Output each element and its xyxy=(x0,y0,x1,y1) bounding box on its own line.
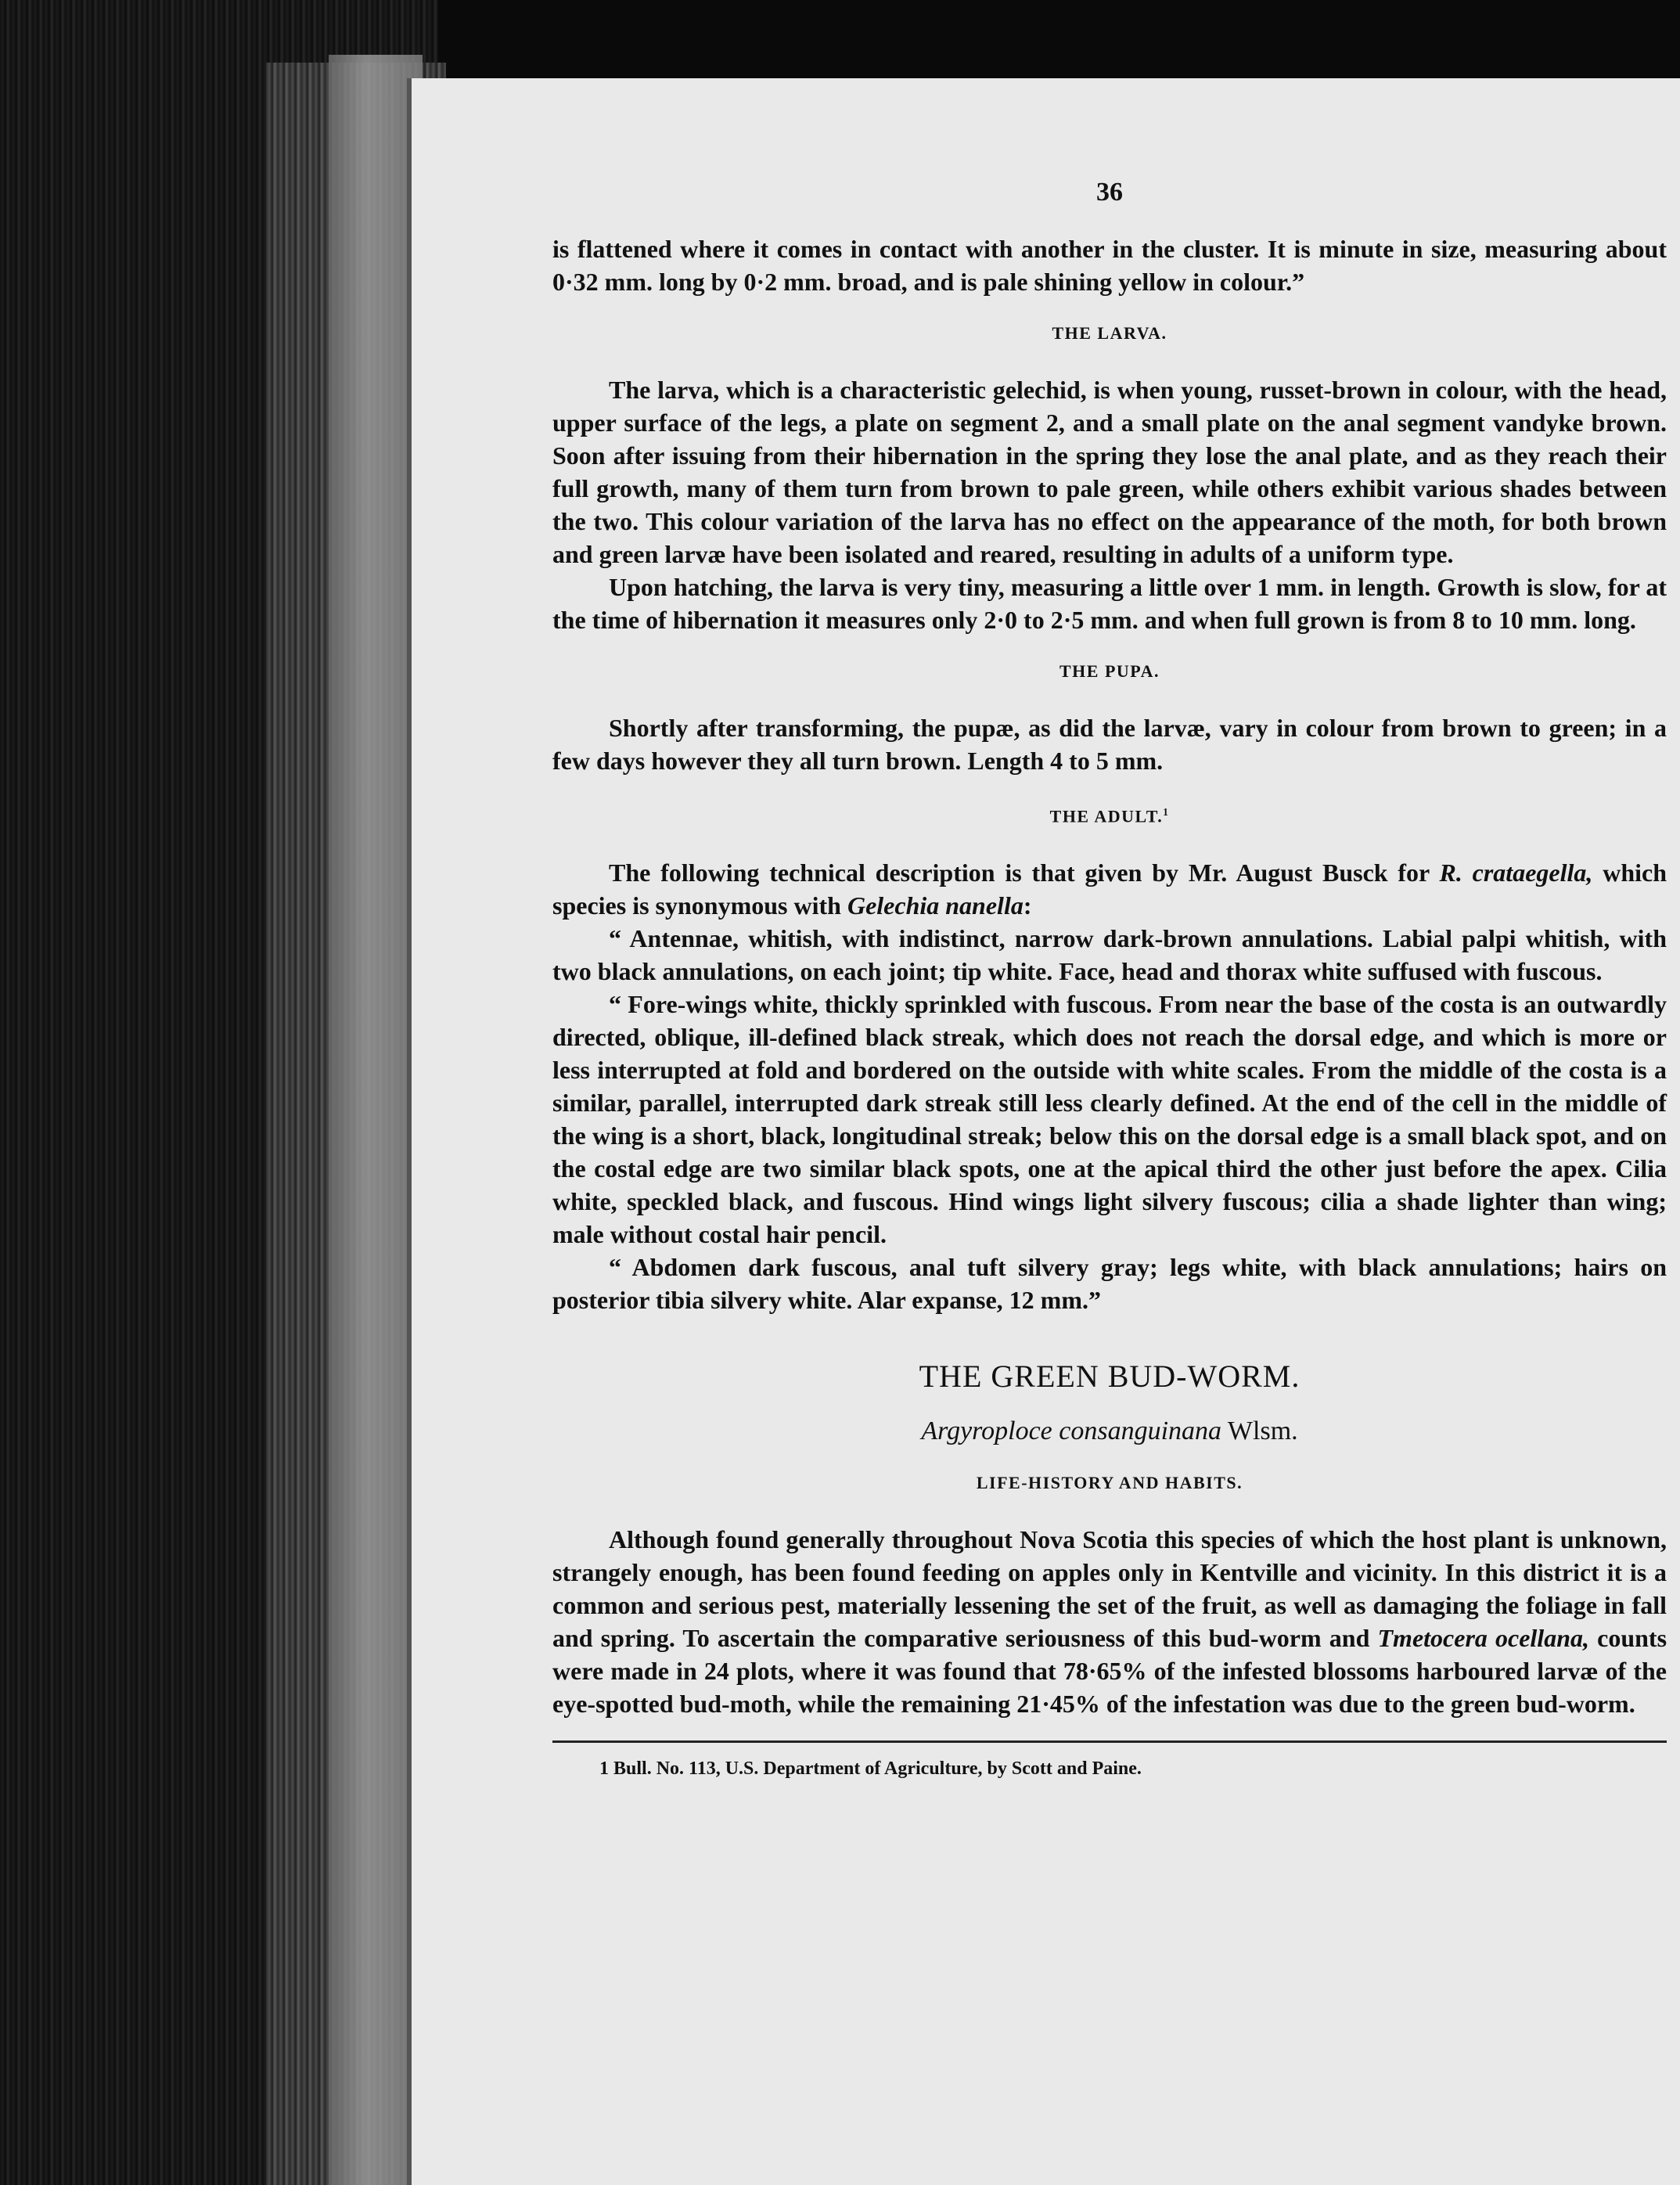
life-history-paragraph xyxy=(552,1523,1667,1720)
adult-heading-text: THE ADULT. xyxy=(1049,806,1164,826)
adult-intro-text-c: : xyxy=(1023,891,1032,920)
larva-paragraph-1: The larva, which is a characteristic gelechid, is when young, russet-brown in colour, with the head, upper surface of the legs, a plate on segment 2, and a small plate on the anal segment vandyke brown. Soon after issuing from their hibernation in the spring they lose the anal plate, and as they reach their full growth, many of them turn from brown to pale green, while others exhibit various shades between the two. This colour variation of the larva has no effect on the appearance of the moth, for both brown and green larvæ have been isolated and reared, resulting in adults of a uniform type. xyxy=(552,376,1667,568)
life-history-text-a: Although found generally throughout Nova Scotia this species of which the host plant is unknown, strangely enough, has been found feeding on apples only in Kentville and vicinity. In this district it is a common and serious pest, materially lessening the set of the fruit, as well as damaging the foliage in fall and spring. To ascertain the comparative seriousness of this bud-worm and xyxy=(552,1525,1667,1653)
footnote: 1 Bull. No. 113, U.S. Department of Agriculture, by Scott and Paine. xyxy=(599,1758,1142,1780)
species-name-crataegella: R. crataegella, xyxy=(1439,859,1593,887)
pupa-heading: THE PUPA. xyxy=(1059,661,1160,681)
footnote-divider xyxy=(552,1740,1667,1743)
adult-quote-abdomen: “ Abdomen dark fuscous, anal tuft silvery gray; legs white, with black annulations; hairs on posterior tibia silvery white. Alar expanse, 12 mm.” xyxy=(552,1253,1667,1315)
budworm-species-line xyxy=(552,1415,1667,1448)
adult-heading xyxy=(552,796,1667,833)
species-name-gelechia: Gelechia nanella xyxy=(847,891,1023,920)
green-budworm-title: THE GREEN BUD-WORM. xyxy=(919,1359,1300,1395)
intro-paragraph: is flattened where it comes in contact with another in the cluster. It is minute in size, measuring about 0·32 mm. long by 0·2 mm. broad, and is pale shining yellow in colour.” xyxy=(552,235,1667,296)
life-history-text-b: counts were made in 24 plots, where it was found that 78·65% of the infested blossoms harboured larvæ of the eye-spotted bud-moth, while the remaining 21·45% of the infestation was due to the green bud-worm. xyxy=(552,1624,1667,1719)
adult-intro-text-b: which species is synonymous with xyxy=(552,859,1667,920)
life-history-heading: LIFE-HISTORY AND HABITS. xyxy=(976,1473,1243,1493)
adult-intro-paragraph xyxy=(552,856,1667,922)
page-content xyxy=(552,176,1667,1780)
page-number: 36 xyxy=(1096,178,1123,207)
adult-intro-text-a: The following technical description is that given by Mr. August Busck for xyxy=(609,859,1440,887)
budworm-species-name: Argyroploce consanguinana xyxy=(921,1416,1222,1446)
pupa-paragraph: Shortly after transforming, the pupæ, as did the larvæ, vary in colour from brown to green; in a few days however they all turn brown. Length 4 to 5 mm. xyxy=(552,714,1667,775)
larva-heading: THE LARVA. xyxy=(1052,323,1167,343)
budworm-species-author: Wlsm. xyxy=(1221,1416,1298,1446)
footnote-marker: 1 xyxy=(1163,806,1170,818)
larva-paragraph-2: Upon hatching, the larva is very tiny, measuring a little over 1 mm. in length. Growth is slow, for at the time of hibernation it measures only 2·0 to 2·5 mm. and when full grown is from 8 to 10 mm. long. xyxy=(552,573,1667,634)
adult-quote-antennae: “ Antennae, whitish, with indistinct, narrow dark-brown annulations. Labial palpi whitish, with two black annulations, on each joint; tip white. Face, head and thorax white suffused with fuscous. xyxy=(552,924,1667,986)
species-name-tmetocera: Tmetocera ocellana, xyxy=(1377,1624,1589,1653)
adult-quote-forewings: “ Fore-wings white, thickly sprinkled with fuscous. From near the base of the costa is an outwardly directed, oblique, ill-defined black streak, which does not reach the dorsal edge, and which is more or less interrupted at fold and bordered on the outside with white scales. From the middle of the costa is a similar, parallel, interrupted dark streak still less clearly defined. At the end of the cell in the middle of the wing is a short, black, longitudinal streak; below this on the dorsal edge is a small black spot, and on the costal edge are two similar black spots, one at the apical third the other just before the apex. Cilia white, speckled black, and fuscous. Hind wings light silvery fuscous; cilia a shade lighter than wing; male without costal hair pencil. xyxy=(552,990,1667,1249)
